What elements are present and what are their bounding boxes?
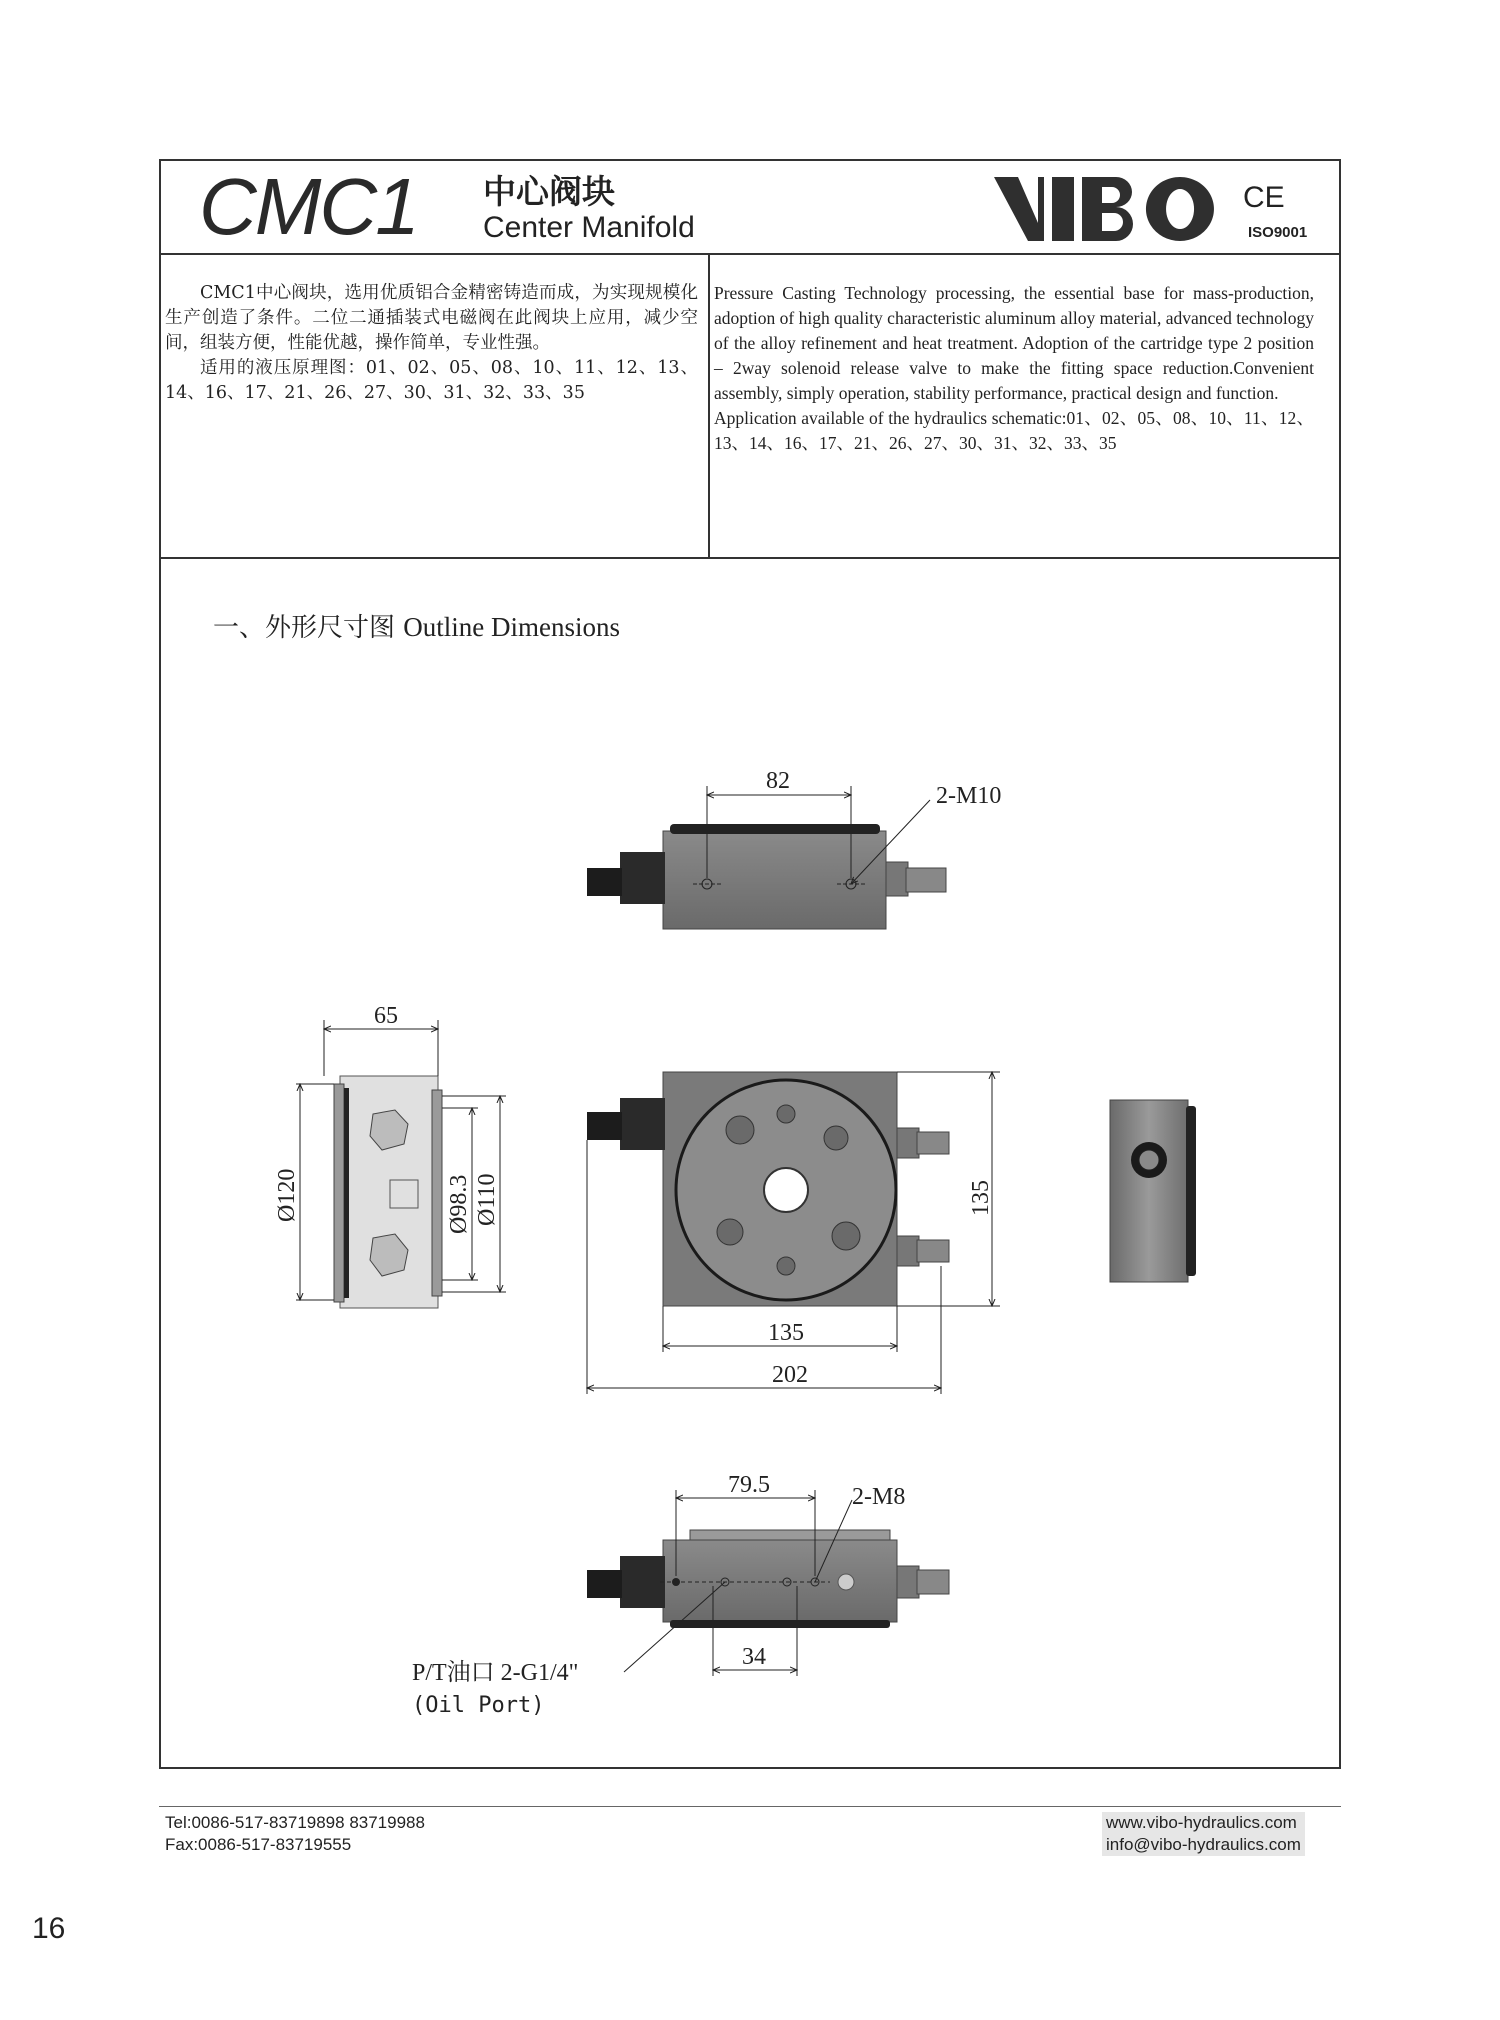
front-view (587, 1072, 1000, 1394)
dim-overall-width: 202 (772, 1362, 808, 1388)
intro-english-schematic: Application available of the hydraulics schematic:01、02、05、08、10、11、12、13、14、16、17、21、26、27、30、31、32、33、35 (714, 408, 1314, 453)
dim-top-threads: 2-M10 (936, 783, 1002, 809)
intro-chinese-paragraph: CMC1中心阀块，选用优质铝合金精密铸造而成，为实现规模化生产创造了条件。二位二通插装式电磁阀在此阀块上应用，减少空间，组装方便，性能优越，操作简单，专业性强。 (165, 283, 698, 353)
port-label-english: (Oil Port) (412, 1693, 545, 1718)
intro-english-paragraph: Pressure Casting Technology processing, the essential base for mass-production, adoption of high quality characteristic aluminum alloy material, advanced technology of the alloy refinement and heat treatment. Adoption of the cartridge type 2 position – 2way solenoid release valve to make the fitting space reduction.Convenient assembly, simply operation, stability performance, practical design and function. (714, 283, 1314, 403)
end-view (1110, 1100, 1196, 1282)
footer-web (1102, 1812, 1305, 1856)
footer-rule (159, 1806, 1341, 1807)
top-view (587, 768, 1001, 929)
title-chinese: 中心阀块 (483, 172, 615, 211)
dim-bottom-threads: 2-M8 (852, 1484, 906, 1510)
title-english: Center Manifold (483, 211, 695, 244)
page-number: 16 (32, 1912, 66, 1945)
side-view (274, 1003, 506, 1308)
ce-mark: CE (1243, 181, 1285, 214)
bottom-view (412, 1472, 949, 1718)
dim-top-spacing: 82 (766, 768, 790, 794)
section-title-english: Outline Dimensions (403, 612, 621, 642)
section-title-chinese: 一、外形尺寸图 (213, 613, 396, 643)
intro-chinese-schematic: 适用的液压原理图：01、02、05、08、10、11、12、13、14、16、17、21、26、27、30、31、32、33、35 (165, 358, 698, 403)
footer-tel: Tel:0086-517-83719898 83719988 (165, 1813, 425, 1832)
dim-front-height: 135 (968, 1180, 994, 1216)
model-code: CMC1 (199, 162, 418, 251)
footer-website[interactable]: www.vibo-hydraulics.com (1106, 1813, 1297, 1832)
dim-side-dia-outer: Ø120 (274, 1168, 300, 1222)
dim-side-dia-mid: Ø110 (474, 1173, 500, 1226)
iso-certification: ISO9001 (1248, 224, 1308, 241)
footer-email[interactable]: info@vibo-hydraulics.com (1106, 1835, 1301, 1854)
port-label: P/T油口 2-G1/4" (412, 1660, 579, 1686)
footer-fax: Fax:0086-517-83719555 (165, 1835, 352, 1854)
dim-front-width: 135 (768, 1320, 804, 1346)
dim-port-spacing: 34 (742, 1644, 766, 1670)
dim-side-width: 65 (374, 1003, 398, 1029)
dim-bottom-spacing: 79.5 (728, 1472, 770, 1498)
dim-side-dia-inner: Ø98.3 (446, 1174, 472, 1234)
footer-contact (165, 1812, 425, 1856)
